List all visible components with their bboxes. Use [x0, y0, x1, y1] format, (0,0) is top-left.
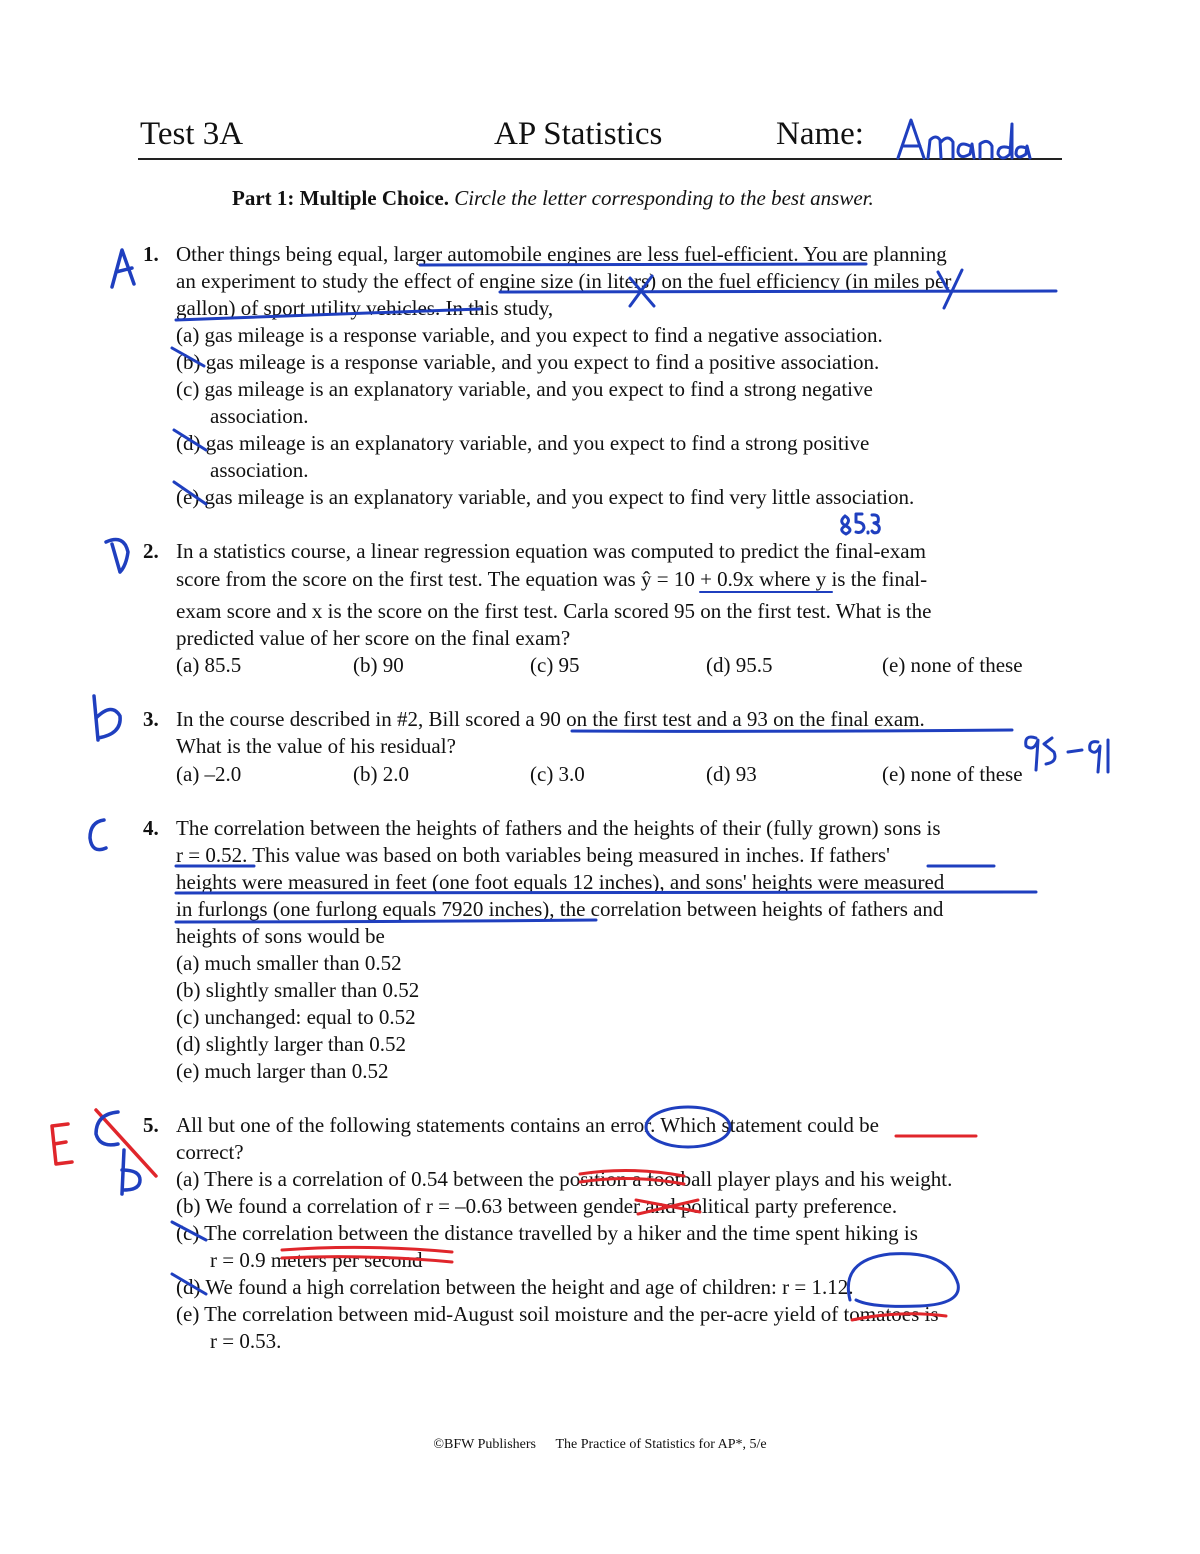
question-5-choice-a[interactable]: (a) There is a correlation of 0.54 between the position a football player plays and his weight. [176, 1167, 953, 1191]
question-3-choice-c[interactable]: (c) 3.0 [530, 762, 585, 786]
question-5-line: correct? [176, 1140, 244, 1164]
question-4-line: heights were measured in feet (one foot equals 12 inches), and sons' heights were measured [176, 870, 945, 894]
footer-book: The Practice of Statistics for AP*, 5/e [555, 1437, 767, 1452]
question-3-line: What is the value of his residual? [176, 734, 456, 758]
question-2-line: In a statistics course, a linear regression equation was computed to predict the final-exam [176, 539, 926, 563]
question-2-choice-c[interactable]: (c) 95 [530, 653, 580, 677]
question-1-choice-c-cont: association. [210, 404, 309, 428]
question-2-line: exam score and x is the score on the first test. Carla scored 95 on the first test. What is the [176, 599, 932, 623]
part1-heading [232, 186, 874, 211]
q2-margin-note [842, 514, 880, 534]
q3-handwritten-answer-icon [94, 696, 120, 740]
question-2-choice-b[interactable]: (b) 90 [353, 653, 404, 677]
question-1-line: an experiment to study the effect of engine size (in liters) on the fuel efficiency (in miles per [176, 269, 952, 293]
question-3-choice-d[interactable]: (d) 93 [706, 762, 757, 786]
question-2-choice-e[interactable]: (e) none of these [882, 653, 1023, 677]
page-header [138, 112, 1062, 160]
question-5-choice-c[interactable]: (c) The correlation between the distance travelled by a hiker and the time spent hiking is [176, 1221, 918, 1245]
question-2-line: score from the score on the first test. The equation was ŷ = 10 + 0.9x where y is the final- [176, 567, 928, 591]
question-5-choice-c-cont: r = 0.9 meters per second [210, 1248, 423, 1272]
page-footer [0, 1437, 1200, 1453]
question-3-line: In the course described in #2, Bill scored a 90 on the first test and a 93 on the final exam. [176, 707, 925, 731]
question-5-line: All but one of the following statements contains an error. Which statement could be [176, 1113, 879, 1137]
question-2-choice-a[interactable]: (a) 85.5 [176, 653, 242, 677]
question-1-choice-d[interactable]: (d) gas mileage is an explanatory variable, and you expect to find a strong positive [176, 431, 870, 455]
q5-circle-r [848, 1254, 958, 1307]
question-3-choice-a[interactable]: (a) –2.0 [176, 762, 242, 786]
part1-title: Part 1: Multiple Choice. [232, 186, 449, 210]
question-1-choice-d-cont: association. [210, 458, 309, 482]
course-title: AP Statistics [494, 116, 663, 152]
question-1-choice-a[interactable]: (a) gas mileage is a response variable, and you expect to find a negative association. [176, 323, 883, 347]
question-4-choice-d[interactable]: (d) slightly larger than 0.52 [176, 1032, 406, 1056]
question-4-choice-c[interactable]: (c) unchanged: equal to 0.52 [176, 1005, 416, 1029]
question-1-choice-b[interactable]: (b) gas mileage is a response variable, and you expect to find a positive association. [176, 350, 880, 374]
question-1-choice-e[interactable]: (e) gas mileage is an explanatory variable, and you expect to find very little association. [176, 485, 915, 509]
question-5-choice-b[interactable]: (b) We found a correlation of r = –0.63 between gender and political party preference. [176, 1194, 898, 1218]
question-5-choice-d[interactable]: (d) We found a high correlation between the height and age of children: r = 1.12. [176, 1275, 854, 1299]
part1-instructions: Circle the letter corresponding to the best answer. [454, 186, 874, 210]
question-4-number: 4. [143, 816, 159, 840]
question-1-number: 1. [143, 242, 159, 266]
question-4-choice-a[interactable]: (a) much smaller than 0.52 [176, 951, 402, 975]
question-5-choice-e-cont: r = 0.53. [210, 1329, 282, 1353]
question-2-number: 2. [143, 539, 159, 563]
q5-handwritten-answer-icon [52, 1124, 72, 1164]
footer-publisher: ©BFW Publishers [433, 1437, 536, 1452]
question-4-choice-e[interactable]: (e) much larger than 0.52 [176, 1059, 389, 1083]
question-1-choice-c[interactable]: (c) gas mileage is an explanatory variable, and you expect to find a strong negative [176, 377, 873, 401]
question-3-choice-b[interactable]: (b) 2.0 [353, 762, 409, 786]
question-4-choice-b[interactable]: (b) slightly smaller than 0.52 [176, 978, 420, 1002]
q1-handwritten-answer-icon [112, 250, 134, 287]
q2-handwritten-answer-icon [106, 540, 128, 572]
question-3-choice-e[interactable]: (e) none of these [882, 762, 1023, 786]
question-2-choice-d[interactable]: (d) 95.5 [706, 653, 773, 677]
question-4-line: The correlation between the heights of fathers and the heights of their (fully grown) sons is [176, 816, 941, 840]
question-2-line: predicted value of her score on the final exam? [176, 626, 571, 650]
name-label: Name: [776, 116, 864, 152]
question-3-number: 3. [143, 707, 159, 731]
test-title: Test 3A [140, 116, 244, 152]
q3-margin-note [1026, 737, 1108, 772]
question-4-line: heights of sons would be [176, 924, 385, 948]
question-4-line: r = 0.52. This value was based on both variables being measured in inches. If fathers' [176, 843, 890, 867]
question-5-choice-e[interactable]: (e) The correlation between mid-August soil moisture and the per-acre yield of tomatoes is [176, 1302, 939, 1326]
q5-blue-scribble-icon [96, 1112, 140, 1194]
question-1-line: Other things being equal, larger automobile engines are less fuel-efficient. You are planning [176, 242, 947, 266]
question-5-number: 5. [143, 1113, 159, 1137]
question-4-line: in furlongs (one furlong equals 7920 inches), the correlation between heights of fathers and [176, 897, 944, 921]
q4-handwritten-answer-icon [90, 820, 106, 850]
question-1-line: gallon) of sport utility vehicles. In this study, [176, 296, 554, 320]
